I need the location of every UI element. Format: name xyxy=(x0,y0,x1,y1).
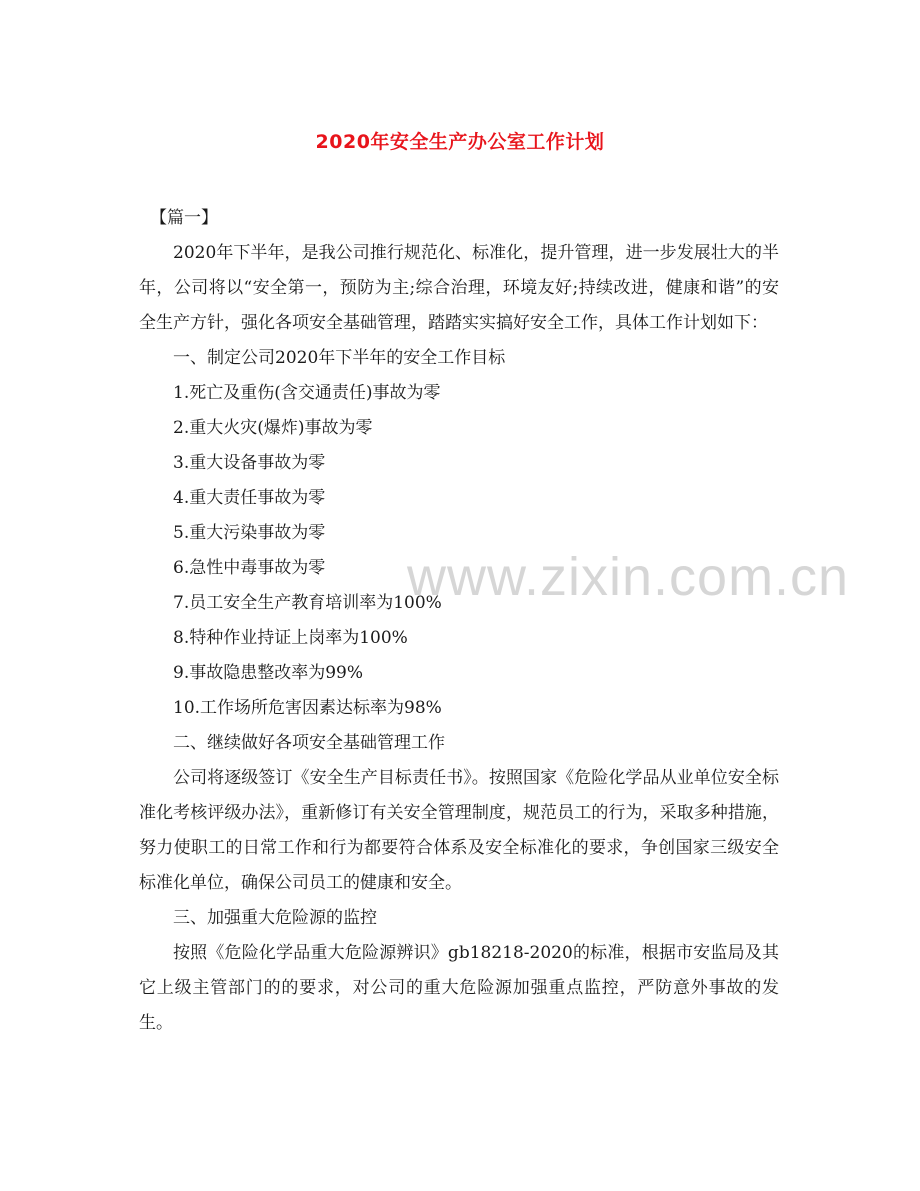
watermark-text: www.zixin.com.cn xyxy=(407,547,850,607)
heading-safety-management: 二、继续做好各项安全基础管理工作 xyxy=(173,733,445,753)
heading-hazard-monitoring: 三、加强重大危险源的监控 xyxy=(173,908,377,928)
goal-item: 5.重大污染事故为零 xyxy=(173,523,326,543)
goal-item: 10.工作场所危害因素达标率为98% xyxy=(173,698,442,718)
goal-item: 9.事故隐患整改率为99% xyxy=(173,663,364,683)
goal-item: 4.重大责任事故为零 xyxy=(173,488,326,508)
goal-item: 7.员工安全生产教育培训率为100% xyxy=(173,593,442,613)
goal-item: 1.死亡及重伤(含交通责任)事故为零 xyxy=(173,383,441,403)
goal-item: 2.重大火灾(爆炸)事故为零 xyxy=(173,418,373,438)
section-label: 【篇一】 xyxy=(150,208,218,228)
document-body xyxy=(139,201,779,1041)
safety-management-paragraph: 公司将逐级签订《安全生产目标责任书》。按照国家《危险化学品从业单位安全标准化考核评级办法》，重新修订有关安全管理制度，规范员工的行为，采取多种措施，努力使职工的日常工作和行为都要符合体系及安全标准化的要求，争创国家三级安全标准化单位，确保公司员工的健康和安全。 xyxy=(139,768,779,893)
intro-paragraph: 2020年下半年，是我公司推行规范化、标准化，提升管理，进一步发展壮大的半年，公司将以“安全第一，预防为主;综合治理，环境友好;持续改进，健康和谐”的安全生产方针，强化各项安全基础管理，踏踏实实搞好安全工作，具体工作计划如下： xyxy=(139,243,779,333)
goal-item: 3.重大设备事故为零 xyxy=(173,453,326,473)
document-title: 2020年安全生产办公室工作计划 xyxy=(315,131,605,153)
hazard-monitoring-paragraph: 按照《危险化学品重大危险源辨识》gb18218-2020的标准，根据市安监局及其它上级主管部门的的要求，对公司的重大危险源加强重点监控，严防意外事故的发生。 xyxy=(139,943,779,1033)
goal-item: 6.急性中毒事故为零 xyxy=(173,558,326,578)
heading-goals: 一、制定公司2020年下半年的安全工作目标 xyxy=(173,348,506,368)
goal-item: 8.特种作业持证上岗率为100% xyxy=(173,628,408,648)
